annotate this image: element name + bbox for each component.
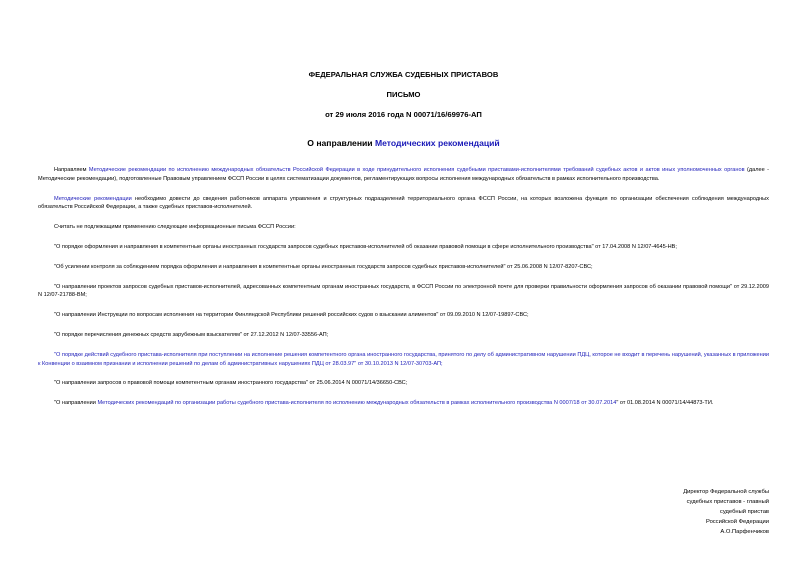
paragraph-link[interactable]: Методических рекомендаций по организации работы судебного пристава-исполнителя по исполнению международных обязательств в рамках исполнительного производства N 0007/18 от 30.07.2014 bbox=[97, 400, 617, 407]
paragraph-text-before: Считать не подлежащими применению следующие информационные письма ФССП России: bbox=[54, 224, 296, 231]
paragraph bbox=[38, 331, 769, 340]
paragraph-text-before: "Об усилении контроля за соблюдением порядка оформления и направления в компетентные органы иностранных государств запросов судебных приставов-исполнителей" от 25.06.2008 N 12/07-8207-СВС; bbox=[54, 263, 593, 270]
paragraph bbox=[38, 399, 769, 408]
paragraph-text-before: "О направлении bbox=[54, 400, 98, 407]
paragraph-link[interactable]: Методические рекомендации bbox=[54, 195, 132, 202]
paragraph-text-before: Направляем bbox=[54, 167, 89, 173]
paragraph-link[interactable]: Методические рекомендации по исполнению международных обязательств Российской Федерации в ходе принудительного исполнения судебными приставами-исполнителями требований судебных актов и актов иных уполномоченных органов bbox=[88, 167, 745, 173]
paragraph bbox=[38, 195, 769, 213]
paragraph-text-after: " от 01.08.2014 N 00071/14/44873-ТИ. bbox=[616, 400, 714, 407]
signature-line-1: Директор Федеральной службы bbox=[683, 489, 769, 495]
title-prefix: О направлении bbox=[307, 138, 375, 148]
signature-line-3: судебный пристав bbox=[719, 509, 769, 515]
paragraph-text-after: (далее - Методические рекомендации), подготовленные Правовым управлением ФССП России в целях систематизации документов, регламентирующих вопросы исполнения международных обязательств в рамках исполнительного производства. bbox=[38, 167, 769, 182]
paragraph bbox=[38, 243, 769, 252]
signature-line-4: Российской Федерации bbox=[705, 519, 769, 525]
paragraph bbox=[38, 166, 769, 184]
paragraph bbox=[38, 311, 769, 320]
signature-block bbox=[683, 487, 769, 537]
paragraph bbox=[38, 379, 769, 388]
paragraph-text-before: "О направлении Инструкции по вопросам исполнения на территории Финляндской Республики решений российских судов о взыскании алиментов" от 09.09.2010 N 12/07-19897-СВС; bbox=[54, 312, 529, 319]
paragraph-text-before: "О направлении запросов о правовой помощи компетентным органам иностранного государства" от 25.06.2014 N 00071/14/36650-СВС; bbox=[54, 380, 408, 387]
paragraph bbox=[38, 223, 769, 232]
signature-line-2: судебных приставов - главный bbox=[686, 499, 769, 505]
paragraph-text-after: необходимо довести до сведения работников аппарата управления и структурных подразделений территориального органа ФССП России, на которых возложена функция по организации обеспечения соблюдения международных обязательств Российской Федерации, а также судебных приставов-исполнителей. bbox=[38, 195, 769, 211]
paragraph bbox=[38, 283, 769, 301]
title-link[interactable]: Методических рекомендаций bbox=[374, 138, 500, 148]
letter-body bbox=[38, 166, 769, 408]
paragraph bbox=[38, 351, 769, 369]
document-date-number: от 29 июля 2016 года N 00071/16/69976-АП bbox=[325, 110, 482, 119]
agency-name: ФЕДЕРАЛЬНАЯ СЛУЖБА СУДЕБНЫХ ПРИСТАВОВ bbox=[308, 70, 499, 79]
signature-name: А.О.Парфенчиков bbox=[720, 529, 769, 535]
document-title bbox=[0, 138, 807, 148]
paragraph-link[interactable]: "О порядке действий судебного пристава-исполнителя при поступлении на исполнение решения компетентного органа иностранного государства, принятого по делу об административном нарушении ПДЦ, которое не входит в перечень нарушений, указанных в приложении к Конвенции о взаимном признании и исполнении решений по делам об административных нарушениях ПДЦ от 28.03.97" от 30.10.2013 N 12/07-30703-АП; bbox=[38, 351, 769, 367]
paragraph-text-before: "О порядке оформления и направления в компетентные органы иностранных государств запросов судебных приставов-исполнителей об оказании правовой помощи в сфере исполнительного производства" от 17.04.2008 N 12/07-4645-НВ; bbox=[54, 243, 677, 250]
paragraph bbox=[38, 263, 769, 272]
paragraph-text-before: "О направлении проектов запросов судебных приставов-исполнителей, адресованных компетентным органам иностранных государств, в ФССП России по электронной почте для проверки правильности оформления запросов об оказании правовой помощи" от 29.12.2009 N 12/07-21788-ВМ; bbox=[38, 283, 769, 299]
paragraph-text-before: "О порядке перечисления денежных средств зарубежным взыскателям" от 27.12.2012 N 12/07-33556-АП; bbox=[54, 331, 329, 338]
document-type: ПИСЬМО bbox=[386, 90, 421, 99]
